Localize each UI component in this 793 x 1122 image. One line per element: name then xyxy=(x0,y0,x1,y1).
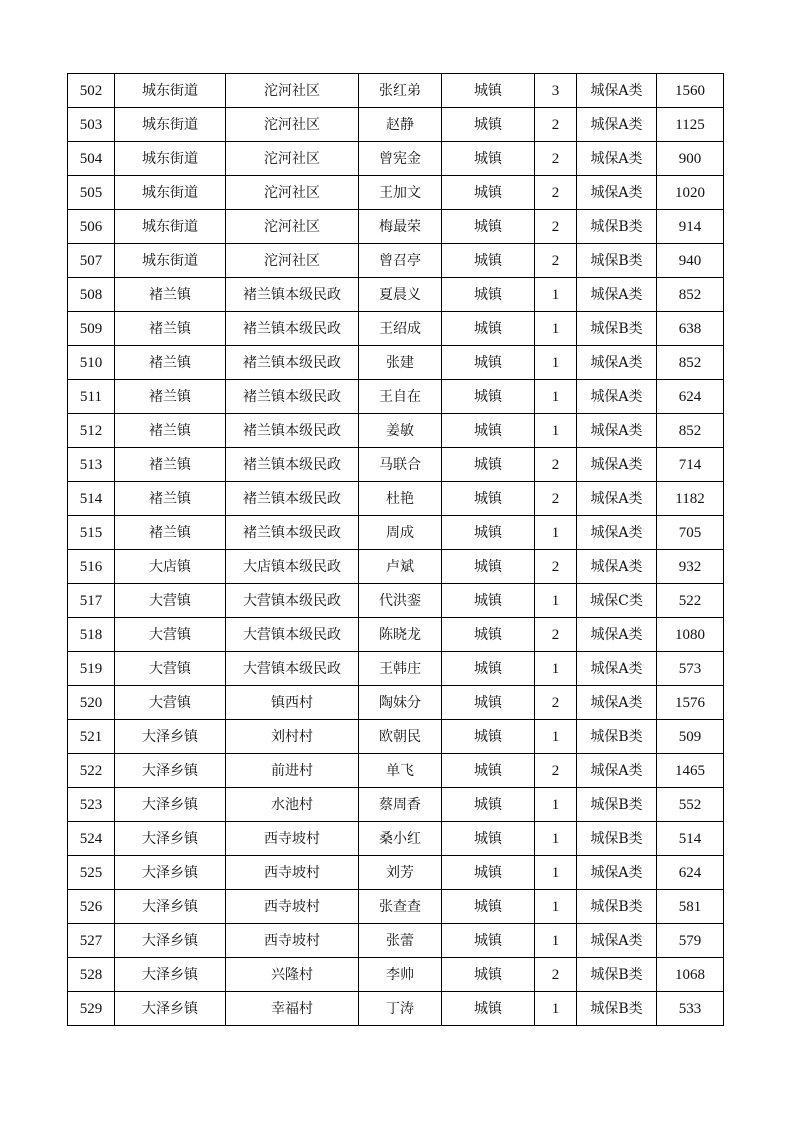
household-type-cell: 城镇 xyxy=(442,482,535,516)
table-row xyxy=(68,380,724,414)
amount-cell: 1465 xyxy=(657,754,724,788)
name-cell: 张蕾 xyxy=(359,924,442,958)
name-cell: 夏晨义 xyxy=(359,278,442,312)
name-cell: 桑小红 xyxy=(359,822,442,856)
amount-cell: 705 xyxy=(657,516,724,550)
amount-cell: 552 xyxy=(657,788,724,822)
community-cell: 刘村村 xyxy=(226,720,359,754)
town-cell: 褚兰镇 xyxy=(115,414,226,448)
member-count-cell: 2 xyxy=(535,142,577,176)
town-cell: 褚兰镇 xyxy=(115,278,226,312)
row-number-cell: 513 xyxy=(68,448,115,482)
member-count-cell: 2 xyxy=(535,244,577,278)
household-type-cell: 城镇 xyxy=(442,380,535,414)
category-cell: 城保A类 xyxy=(577,414,657,448)
table-body xyxy=(68,74,724,1026)
member-count-cell: 1 xyxy=(535,788,577,822)
table-row xyxy=(68,482,724,516)
table-row xyxy=(68,584,724,618)
name-cell: 张红弟 xyxy=(359,74,442,108)
member-count-cell: 1 xyxy=(535,822,577,856)
amount-cell: 852 xyxy=(657,414,724,448)
assistance-table-container xyxy=(67,73,723,1026)
category-cell: 城保A类 xyxy=(577,108,657,142)
name-cell: 卢斌 xyxy=(359,550,442,584)
name-cell: 王绍成 xyxy=(359,312,442,346)
community-cell: 褚兰镇本级民政 xyxy=(226,516,359,550)
name-cell: 杜艳 xyxy=(359,482,442,516)
town-cell: 大营镇 xyxy=(115,652,226,686)
category-cell: 城保A类 xyxy=(577,652,657,686)
community-cell: 沱河社区 xyxy=(226,210,359,244)
row-number-cell: 511 xyxy=(68,380,115,414)
table-row xyxy=(68,346,724,380)
row-number-cell: 523 xyxy=(68,788,115,822)
community-cell: 褚兰镇本级民政 xyxy=(226,414,359,448)
community-cell: 西寺坡村 xyxy=(226,856,359,890)
town-cell: 大泽乡镇 xyxy=(115,992,226,1026)
community-cell: 褚兰镇本级民政 xyxy=(226,278,359,312)
town-cell: 大泽乡镇 xyxy=(115,924,226,958)
category-cell: 城保A类 xyxy=(577,618,657,652)
row-number-cell: 518 xyxy=(68,618,115,652)
community-cell: 西寺坡村 xyxy=(226,822,359,856)
row-number-cell: 521 xyxy=(68,720,115,754)
table-row xyxy=(68,618,724,652)
category-cell: 城保A类 xyxy=(577,856,657,890)
name-cell: 王自在 xyxy=(359,380,442,414)
household-type-cell: 城镇 xyxy=(442,754,535,788)
row-number-cell: 512 xyxy=(68,414,115,448)
amount-cell: 1125 xyxy=(657,108,724,142)
member-count-cell: 2 xyxy=(535,482,577,516)
town-cell: 城东街道 xyxy=(115,244,226,278)
household-type-cell: 城镇 xyxy=(442,720,535,754)
member-count-cell: 1 xyxy=(535,924,577,958)
amount-cell: 940 xyxy=(657,244,724,278)
amount-cell: 900 xyxy=(657,142,724,176)
category-cell: 城保B类 xyxy=(577,720,657,754)
member-count-cell: 2 xyxy=(535,550,577,584)
table-row xyxy=(68,176,724,210)
amount-cell: 624 xyxy=(657,856,724,890)
name-cell: 梅最荣 xyxy=(359,210,442,244)
town-cell: 褚兰镇 xyxy=(115,380,226,414)
category-cell: 城保C类 xyxy=(577,584,657,618)
member-count-cell: 2 xyxy=(535,618,577,652)
category-cell: 城保B类 xyxy=(577,788,657,822)
town-cell: 大店镇 xyxy=(115,550,226,584)
household-type-cell: 城镇 xyxy=(442,414,535,448)
table-row xyxy=(68,414,724,448)
name-cell: 王韩庄 xyxy=(359,652,442,686)
category-cell: 城保B类 xyxy=(577,822,657,856)
row-number-cell: 504 xyxy=(68,142,115,176)
member-count-cell: 1 xyxy=(535,414,577,448)
household-type-cell: 城镇 xyxy=(442,176,535,210)
table-row xyxy=(68,210,724,244)
category-cell: 城保B类 xyxy=(577,312,657,346)
table-row xyxy=(68,448,724,482)
amount-cell: 638 xyxy=(657,312,724,346)
table-row xyxy=(68,244,724,278)
household-type-cell: 城镇 xyxy=(442,618,535,652)
table-row xyxy=(68,516,724,550)
category-cell: 城保B类 xyxy=(577,244,657,278)
household-type-cell: 城镇 xyxy=(442,856,535,890)
name-cell: 周成 xyxy=(359,516,442,550)
table-row xyxy=(68,550,724,584)
row-number-cell: 529 xyxy=(68,992,115,1026)
town-cell: 大泽乡镇 xyxy=(115,958,226,992)
row-number-cell: 525 xyxy=(68,856,115,890)
household-type-cell: 城镇 xyxy=(442,550,535,584)
row-number-cell: 528 xyxy=(68,958,115,992)
row-number-cell: 503 xyxy=(68,108,115,142)
amount-cell: 1020 xyxy=(657,176,724,210)
category-cell: 城保A类 xyxy=(577,516,657,550)
member-count-cell: 2 xyxy=(535,686,577,720)
row-number-cell: 508 xyxy=(68,278,115,312)
amount-cell: 624 xyxy=(657,380,724,414)
household-type-cell: 城镇 xyxy=(442,210,535,244)
member-count-cell: 2 xyxy=(535,958,577,992)
name-cell: 欧朝民 xyxy=(359,720,442,754)
table-row xyxy=(68,924,724,958)
member-count-cell: 1 xyxy=(535,720,577,754)
table-row xyxy=(68,992,724,1026)
name-cell: 王加文 xyxy=(359,176,442,210)
table-row xyxy=(68,278,724,312)
table-row xyxy=(68,856,724,890)
row-number-cell: 519 xyxy=(68,652,115,686)
category-cell: 城保A类 xyxy=(577,686,657,720)
town-cell: 褚兰镇 xyxy=(115,312,226,346)
amount-cell: 533 xyxy=(657,992,724,1026)
community-cell: 沱河社区 xyxy=(226,244,359,278)
town-cell: 褚兰镇 xyxy=(115,516,226,550)
name-cell: 陶妹分 xyxy=(359,686,442,720)
member-count-cell: 3 xyxy=(535,74,577,108)
name-cell: 姜敏 xyxy=(359,414,442,448)
member-count-cell: 2 xyxy=(535,176,577,210)
amount-cell: 852 xyxy=(657,278,724,312)
category-cell: 城保B类 xyxy=(577,210,657,244)
row-number-cell: 507 xyxy=(68,244,115,278)
household-type-cell: 城镇 xyxy=(442,686,535,720)
category-cell: 城保A类 xyxy=(577,482,657,516)
category-cell: 城保A类 xyxy=(577,380,657,414)
name-cell: 刘芳 xyxy=(359,856,442,890)
town-cell: 大泽乡镇 xyxy=(115,822,226,856)
row-number-cell: 505 xyxy=(68,176,115,210)
name-cell: 曾宪金 xyxy=(359,142,442,176)
category-cell: 城保A类 xyxy=(577,448,657,482)
town-cell: 大泽乡镇 xyxy=(115,720,226,754)
town-cell: 城东街道 xyxy=(115,74,226,108)
community-cell: 褚兰镇本级民政 xyxy=(226,346,359,380)
assistance-table xyxy=(67,73,724,1026)
name-cell: 曾召亭 xyxy=(359,244,442,278)
row-number-cell: 515 xyxy=(68,516,115,550)
household-type-cell: 城镇 xyxy=(442,448,535,482)
table-row xyxy=(68,788,724,822)
household-type-cell: 城镇 xyxy=(442,584,535,618)
member-count-cell: 1 xyxy=(535,992,577,1026)
name-cell: 单飞 xyxy=(359,754,442,788)
town-cell: 大泽乡镇 xyxy=(115,788,226,822)
amount-cell: 1068 xyxy=(657,958,724,992)
community-cell: 褚兰镇本级民政 xyxy=(226,380,359,414)
amount-cell: 522 xyxy=(657,584,724,618)
row-number-cell: 526 xyxy=(68,890,115,924)
household-type-cell: 城镇 xyxy=(442,652,535,686)
row-number-cell: 509 xyxy=(68,312,115,346)
household-type-cell: 城镇 xyxy=(442,74,535,108)
table-row xyxy=(68,686,724,720)
member-count-cell: 1 xyxy=(535,516,577,550)
member-count-cell: 1 xyxy=(535,312,577,346)
name-cell: 蔡周香 xyxy=(359,788,442,822)
row-number-cell: 502 xyxy=(68,74,115,108)
amount-cell: 579 xyxy=(657,924,724,958)
community-cell: 褚兰镇本级民政 xyxy=(226,312,359,346)
amount-cell: 1576 xyxy=(657,686,724,720)
town-cell: 大泽乡镇 xyxy=(115,754,226,788)
community-cell: 大营镇本级民政 xyxy=(226,618,359,652)
town-cell: 褚兰镇 xyxy=(115,346,226,380)
household-type-cell: 城镇 xyxy=(442,142,535,176)
community-cell: 前进村 xyxy=(226,754,359,788)
town-cell: 褚兰镇 xyxy=(115,482,226,516)
amount-cell: 932 xyxy=(657,550,724,584)
name-cell: 马联合 xyxy=(359,448,442,482)
name-cell: 张建 xyxy=(359,346,442,380)
household-type-cell: 城镇 xyxy=(442,992,535,1026)
community-cell: 沱河社区 xyxy=(226,142,359,176)
community-cell: 兴隆村 xyxy=(226,958,359,992)
name-cell: 陈晓龙 xyxy=(359,618,442,652)
community-cell: 西寺坡村 xyxy=(226,890,359,924)
amount-cell: 852 xyxy=(657,346,724,380)
household-type-cell: 城镇 xyxy=(442,890,535,924)
member-count-cell: 1 xyxy=(535,346,577,380)
member-count-cell: 2 xyxy=(535,108,577,142)
town-cell: 城东街道 xyxy=(115,176,226,210)
table-row xyxy=(68,312,724,346)
table-row xyxy=(68,822,724,856)
category-cell: 城保B类 xyxy=(577,890,657,924)
table-row xyxy=(68,108,724,142)
community-cell: 幸福村 xyxy=(226,992,359,1026)
household-type-cell: 城镇 xyxy=(442,822,535,856)
town-cell: 大营镇 xyxy=(115,618,226,652)
amount-cell: 1560 xyxy=(657,74,724,108)
category-cell: 城保B类 xyxy=(577,992,657,1026)
member-count-cell: 2 xyxy=(535,210,577,244)
community-cell: 褚兰镇本级民政 xyxy=(226,448,359,482)
table-row xyxy=(68,754,724,788)
amount-cell: 581 xyxy=(657,890,724,924)
community-cell: 大营镇本级民政 xyxy=(226,584,359,618)
name-cell: 张查查 xyxy=(359,890,442,924)
household-type-cell: 城镇 xyxy=(442,788,535,822)
member-count-cell: 1 xyxy=(535,890,577,924)
community-cell: 沱河社区 xyxy=(226,74,359,108)
household-type-cell: 城镇 xyxy=(442,516,535,550)
category-cell: 城保A类 xyxy=(577,754,657,788)
amount-cell: 914 xyxy=(657,210,724,244)
town-cell: 城东街道 xyxy=(115,142,226,176)
town-cell: 城东街道 xyxy=(115,210,226,244)
community-cell: 沱河社区 xyxy=(226,176,359,210)
category-cell: 城保A类 xyxy=(577,142,657,176)
community-cell: 西寺坡村 xyxy=(226,924,359,958)
member-count-cell: 2 xyxy=(535,754,577,788)
community-cell: 褚兰镇本级民政 xyxy=(226,482,359,516)
household-type-cell: 城镇 xyxy=(442,346,535,380)
row-number-cell: 516 xyxy=(68,550,115,584)
member-count-cell: 1 xyxy=(535,380,577,414)
member-count-cell: 1 xyxy=(535,584,577,618)
member-count-cell: 1 xyxy=(535,856,577,890)
community-cell: 大营镇本级民政 xyxy=(226,652,359,686)
row-number-cell: 527 xyxy=(68,924,115,958)
category-cell: 城保A类 xyxy=(577,176,657,210)
category-cell: 城保A类 xyxy=(577,924,657,958)
table-row xyxy=(68,142,724,176)
row-number-cell: 514 xyxy=(68,482,115,516)
household-type-cell: 城镇 xyxy=(442,958,535,992)
row-number-cell: 524 xyxy=(68,822,115,856)
name-cell: 赵静 xyxy=(359,108,442,142)
amount-cell: 573 xyxy=(657,652,724,686)
town-cell: 大营镇 xyxy=(115,686,226,720)
name-cell: 代洪銮 xyxy=(359,584,442,618)
amount-cell: 714 xyxy=(657,448,724,482)
table-row xyxy=(68,720,724,754)
member-count-cell: 1 xyxy=(535,278,577,312)
community-cell: 沱河社区 xyxy=(226,108,359,142)
household-type-cell: 城镇 xyxy=(442,312,535,346)
member-count-cell: 2 xyxy=(535,448,577,482)
row-number-cell: 510 xyxy=(68,346,115,380)
category-cell: 城保A类 xyxy=(577,74,657,108)
town-cell: 褚兰镇 xyxy=(115,448,226,482)
name-cell: 丁涛 xyxy=(359,992,442,1026)
row-number-cell: 522 xyxy=(68,754,115,788)
amount-cell: 514 xyxy=(657,822,724,856)
amount-cell: 1080 xyxy=(657,618,724,652)
row-number-cell: 506 xyxy=(68,210,115,244)
amount-cell: 509 xyxy=(657,720,724,754)
table-row xyxy=(68,958,724,992)
table-row xyxy=(68,652,724,686)
member-count-cell: 1 xyxy=(535,652,577,686)
household-type-cell: 城镇 xyxy=(442,244,535,278)
row-number-cell: 520 xyxy=(68,686,115,720)
name-cell: 李帅 xyxy=(359,958,442,992)
household-type-cell: 城镇 xyxy=(442,108,535,142)
household-type-cell: 城镇 xyxy=(442,278,535,312)
town-cell: 大泽乡镇 xyxy=(115,856,226,890)
category-cell: 城保A类 xyxy=(577,550,657,584)
town-cell: 大营镇 xyxy=(115,584,226,618)
table-row xyxy=(68,890,724,924)
category-cell: 城保A类 xyxy=(577,278,657,312)
row-number-cell: 517 xyxy=(68,584,115,618)
community-cell: 水池村 xyxy=(226,788,359,822)
category-cell: 城保A类 xyxy=(577,346,657,380)
amount-cell: 1182 xyxy=(657,482,724,516)
category-cell: 城保B类 xyxy=(577,958,657,992)
town-cell: 大泽乡镇 xyxy=(115,890,226,924)
table-row xyxy=(68,74,724,108)
community-cell: 大店镇本级民政 xyxy=(226,550,359,584)
community-cell: 镇西村 xyxy=(226,686,359,720)
household-type-cell: 城镇 xyxy=(442,924,535,958)
town-cell: 城东街道 xyxy=(115,108,226,142)
